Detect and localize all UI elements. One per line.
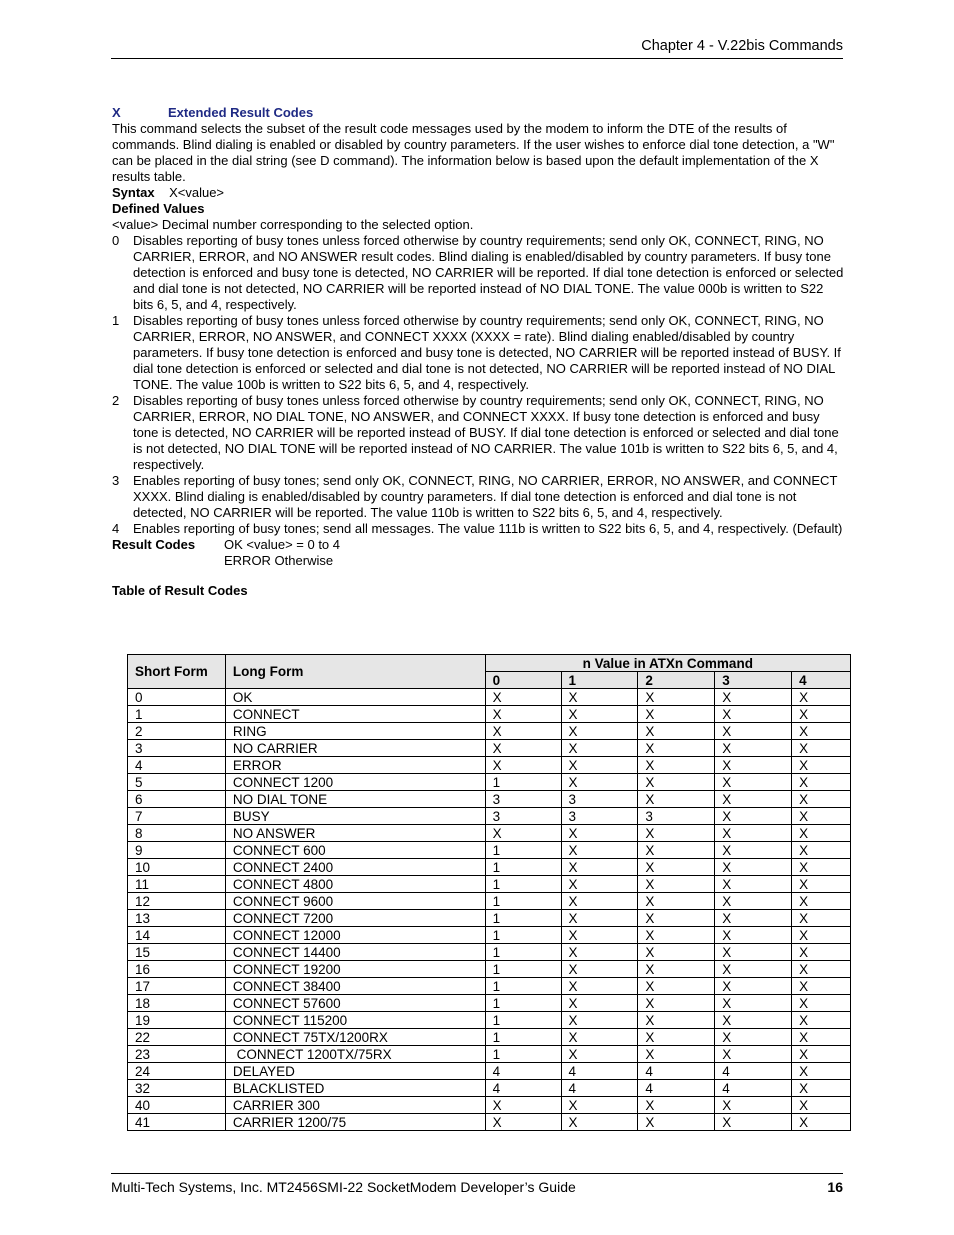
n-value-cell: X	[715, 944, 792, 961]
n-value-cell: X	[792, 995, 851, 1012]
short-form-cell: 4	[128, 757, 226, 774]
n-value-cell: X	[561, 1046, 638, 1063]
table-row	[128, 1063, 851, 1080]
table-row	[128, 706, 851, 723]
n-value-cell: X	[638, 774, 715, 791]
n-value-cell: X	[638, 1097, 715, 1114]
n-value-cell: X	[792, 1063, 851, 1080]
table-row	[128, 740, 851, 757]
n-value-cell: 3	[485, 791, 561, 808]
n-value-cell: 3	[561, 791, 638, 808]
n-value-cell: X	[561, 706, 638, 723]
n-value-cell: X	[715, 757, 792, 774]
option-number: 0	[112, 233, 120, 248]
n-value-cell: X	[561, 910, 638, 927]
option-item	[112, 393, 844, 473]
long-form-cell: CARRIER 300	[225, 1097, 485, 1114]
n-value-cell: 4	[561, 1080, 638, 1097]
short-form-cell: 3	[128, 740, 226, 757]
long-form-cell: CONNECT 1200TX/75RX	[225, 1046, 485, 1063]
n-value-cell: X	[485, 1097, 561, 1114]
n-value-cell: X	[715, 1029, 792, 1046]
n-value-cell: X	[638, 740, 715, 757]
n-value-cell: 4	[715, 1063, 792, 1080]
option-number: 1	[112, 313, 120, 328]
short-form-cell: 6	[128, 791, 226, 808]
n-value-cell: X	[638, 1114, 715, 1131]
n-value-cell: X	[561, 995, 638, 1012]
option-text: Enables reporting of busy tones; send only OK, CONNECT, RING, NO CARRIER, ERROR, NO ANSWER, and CONNECT XXXX. Blind dialing is enabled/disabled by country parameters. If dial tone detection is enforced and dial tone is not detected, NO CARRIER will be reported. The value 110b is written to S22 bits 6, 5, and 4, respectively.	[133, 473, 838, 520]
table-row	[128, 1097, 851, 1114]
table-row	[128, 825, 851, 842]
n-value-cell: X	[561, 723, 638, 740]
option-item	[112, 521, 844, 537]
column-group-header: n Value in ATXn Command	[485, 655, 850, 672]
n-value-cell: X	[792, 757, 851, 774]
n-value-cell: X	[792, 740, 851, 757]
table-title: Table of Result Codes	[112, 583, 248, 598]
n-value-cell: X	[792, 1029, 851, 1046]
table-row	[128, 876, 851, 893]
n-value-cell: X	[485, 825, 561, 842]
table-row	[128, 808, 851, 825]
table-row	[128, 1114, 851, 1131]
short-form-cell: 7	[128, 808, 226, 825]
n-value-cell: X	[561, 1012, 638, 1029]
long-form-cell: ERROR	[225, 757, 485, 774]
n-value-cell: 1	[485, 774, 561, 791]
table-row	[128, 859, 851, 876]
table-row	[128, 723, 851, 740]
table-row	[128, 1046, 851, 1063]
n-value-cell: X	[561, 757, 638, 774]
n-value-cell: 1	[485, 910, 561, 927]
short-form-cell: 1	[128, 706, 226, 723]
option-text: Enables reporting of busy tones; send all messages. The value 111b is written to S22 bits 6, 5, and 4, respectively. (Default)	[133, 521, 843, 536]
long-form-cell: OK	[225, 689, 485, 706]
n-value-cell: X	[638, 689, 715, 706]
n-value-cell: 3	[561, 808, 638, 825]
long-form-cell: CONNECT 12000	[225, 927, 485, 944]
short-form-cell: 0	[128, 689, 226, 706]
table-row	[128, 757, 851, 774]
n-value-cell: X	[715, 927, 792, 944]
defined-values-label: Defined Values	[112, 201, 205, 216]
n-value-cell: 1	[485, 1012, 561, 1029]
n-value-cell: 1	[485, 876, 561, 893]
option-text: Disables reporting of busy tones unless forced otherwise by country requirements; send only OK, CONNECT, RING, NO CARRIER, ERROR, NO ANSWER, and CONNECT XXXX (XXXX = rate). Blind dialing enabled/disabled by country parameters. If busy tone detection is enforced and busy tone is detected, NO CARRIER will be reported instead of BUSY. If dial tone detection is enforced or selected and dial tone is not detected, NO CARRIER will be reported instead of NO DIAL TONE. The value 100b is written to S22 bits 6, 5, and 4, respectively.	[133, 313, 841, 392]
n-value-cell: X	[792, 944, 851, 961]
n-value-cell: X	[715, 740, 792, 757]
result-ok: OK <value> = 0 to 4	[224, 537, 340, 552]
n-value-cell: 3	[485, 808, 561, 825]
short-form-cell: 17	[128, 978, 226, 995]
n-value-cell: X	[792, 1046, 851, 1063]
long-form-cell: CONNECT 57600	[225, 995, 485, 1012]
short-form-cell: 40	[128, 1097, 226, 1114]
short-form-cell: 19	[128, 1012, 226, 1029]
result-codes-table	[127, 654, 851, 1131]
long-form-cell: CONNECT 4800	[225, 876, 485, 893]
n-value-cell: X	[792, 910, 851, 927]
n-value-cell: X	[715, 893, 792, 910]
option-item	[112, 233, 844, 313]
table-row	[128, 910, 851, 927]
n-value-cell: X	[715, 1012, 792, 1029]
short-form-cell: 22	[128, 1029, 226, 1046]
n-value-cell: X	[792, 1080, 851, 1097]
long-form-cell: CONNECT	[225, 706, 485, 723]
n-value-cell: X	[561, 876, 638, 893]
short-form-cell: 24	[128, 1063, 226, 1080]
n-value-cell: X	[715, 910, 792, 927]
n-value-cell: X	[485, 723, 561, 740]
n-value-cell: X	[792, 927, 851, 944]
n-value-cell: 1	[485, 1029, 561, 1046]
column-header-short-form: Short Form	[128, 655, 226, 689]
n-value-cell: X	[638, 1046, 715, 1063]
result-codes-block-2	[112, 553, 844, 569]
table-row	[128, 689, 851, 706]
syntax-line	[112, 185, 844, 201]
n-value-cell: X	[792, 893, 851, 910]
short-form-cell: 41	[128, 1114, 226, 1131]
option-item	[112, 473, 844, 521]
result-codes-block	[112, 537, 844, 553]
n-value-cell: X	[715, 859, 792, 876]
n-value-cell: 3	[638, 808, 715, 825]
long-form-cell: RING	[225, 723, 485, 740]
n-value-cell: X	[561, 842, 638, 859]
short-form-cell: 13	[128, 910, 226, 927]
n-value-cell: X	[792, 808, 851, 825]
n-value-cell: X	[638, 757, 715, 774]
page-number: 16	[827, 1179, 843, 1195]
n-value-cell: X	[792, 774, 851, 791]
n-value-cell: 4	[638, 1063, 715, 1080]
long-form-cell: NO DIAL TONE	[225, 791, 485, 808]
n-value-cell: X	[792, 842, 851, 859]
table-row	[128, 1080, 851, 1097]
table-row	[128, 995, 851, 1012]
short-form-cell: 8	[128, 825, 226, 842]
n-value-cell: 4	[485, 1063, 561, 1080]
n-value-cell: X	[792, 978, 851, 995]
long-form-cell: DELAYED	[225, 1063, 485, 1080]
page-header	[111, 38, 843, 59]
short-form-cell: 5	[128, 774, 226, 791]
table-row	[128, 1029, 851, 1046]
n-value-cell: 1	[485, 961, 561, 978]
n-value-cell: X	[561, 1097, 638, 1114]
long-form-cell: CONNECT 115200	[225, 1012, 485, 1029]
table-row	[128, 791, 851, 808]
short-form-cell: 16	[128, 961, 226, 978]
n-value-cell: 4	[485, 1080, 561, 1097]
long-form-cell: BUSY	[225, 808, 485, 825]
table-row	[128, 927, 851, 944]
n-value-cell: X	[715, 791, 792, 808]
n-value-cell: X	[792, 1114, 851, 1131]
n-value-cell: 1	[485, 1046, 561, 1063]
table-row	[128, 842, 851, 859]
n-value-cell: X	[561, 859, 638, 876]
n-value-cell: X	[792, 791, 851, 808]
n-value-cell: X	[792, 723, 851, 740]
short-form-cell: 14	[128, 927, 226, 944]
n-value-cell: X	[561, 1114, 638, 1131]
n-value-cell: X	[485, 1114, 561, 1131]
n-value-cell: X	[715, 774, 792, 791]
n-value-cell: X	[638, 961, 715, 978]
long-form-cell: CARRIER 1200/75	[225, 1114, 485, 1131]
n-value-cell: 1	[485, 927, 561, 944]
n-value-cell: 4	[561, 1063, 638, 1080]
n-value-cell: 1	[485, 893, 561, 910]
column-header-n: 2	[638, 672, 715, 689]
long-form-cell: CONNECT 1200	[225, 774, 485, 791]
long-form-cell: CONNECT 14400	[225, 944, 485, 961]
n-value-cell: X	[638, 859, 715, 876]
syntax-value: X<value>	[169, 185, 225, 200]
n-value-cell: X	[715, 842, 792, 859]
n-value-cell: X	[715, 825, 792, 842]
column-header-n: 0	[485, 672, 561, 689]
n-value-cell: X	[561, 978, 638, 995]
n-value-cell: 4	[638, 1080, 715, 1097]
n-value-cell: X	[715, 808, 792, 825]
long-form-cell: CONNECT 2400	[225, 859, 485, 876]
n-value-cell: X	[561, 944, 638, 961]
long-form-cell: CONNECT 7200	[225, 910, 485, 927]
n-value-cell: X	[561, 961, 638, 978]
n-value-cell: X	[561, 1029, 638, 1046]
long-form-cell: NO ANSWER	[225, 825, 485, 842]
n-value-cell: X	[792, 825, 851, 842]
n-value-cell: 1	[485, 978, 561, 995]
n-value-cell: X	[715, 1097, 792, 1114]
n-value-cell: X	[638, 842, 715, 859]
n-value-cell: X	[561, 689, 638, 706]
short-form-cell: 23	[128, 1046, 226, 1063]
n-value-cell: X	[485, 689, 561, 706]
n-value-cell: X	[715, 1114, 792, 1131]
n-value-cell: X	[638, 995, 715, 1012]
column-header-n: 3	[715, 672, 792, 689]
page-footer	[111, 1173, 843, 1195]
n-value-cell: X	[638, 706, 715, 723]
section-title: Extended Result Codes	[168, 105, 314, 120]
long-form-cell: CONNECT 19200	[225, 961, 485, 978]
option-text: Disables reporting of busy tones unless forced otherwise by country requirements; send only OK, CONNECT, RING, NO CARRIER, ERROR, NO DIAL TONE, NO ANSWER, and CONNECT XXXX. If busy tone detection is enforced and busy tone is detected, NO CARRIER will be reported instead of BUSY. If dial tone detection is enforced or selected and dial tone is not detected, NO DIAL TONE will be reported instead of NO CARRIER. The value 101b is written to S22 bits 6, 5, and 4, respectively.	[133, 393, 839, 472]
option-number: 2	[112, 393, 120, 408]
n-value-cell: X	[638, 791, 715, 808]
n-value-cell: X	[561, 927, 638, 944]
n-value-cell: X	[485, 740, 561, 757]
column-header-long-form: Long Form	[225, 655, 485, 689]
n-value-cell: X	[715, 995, 792, 1012]
n-value-cell: 1	[485, 995, 561, 1012]
n-value-cell: X	[792, 706, 851, 723]
n-value-cell: X	[792, 876, 851, 893]
section-intro: This command selects the subset of the result code messages used by the modem to inform the DTE of the results of commands. Blind dialing is enabled or disabled by country parameters. If the user wishes to enforce dial tone detection, a "W" can be placed in the dial string (see D command). The information below is based upon the default implementation of the X results table.	[112, 121, 835, 184]
long-form-cell: CONNECT 600	[225, 842, 485, 859]
result-error: ERROR Otherwise	[224, 553, 334, 568]
n-value-cell: X	[561, 740, 638, 757]
n-value-cell: X	[792, 961, 851, 978]
n-value-cell: X	[638, 978, 715, 995]
n-value-cell: X	[638, 723, 715, 740]
option-item	[112, 313, 844, 393]
section-heading	[112, 105, 844, 121]
n-value-cell: X	[561, 893, 638, 910]
n-value-cell: X	[715, 1046, 792, 1063]
table-row	[128, 978, 851, 995]
n-value-cell: 1	[485, 944, 561, 961]
short-form-cell: 18	[128, 995, 226, 1012]
n-value-cell: X	[792, 1012, 851, 1029]
n-value-cell: X	[561, 825, 638, 842]
option-number: 4	[112, 521, 120, 536]
table-row	[128, 1012, 851, 1029]
n-value-cell: X	[561, 774, 638, 791]
n-value-cell: X	[715, 723, 792, 740]
n-value-cell: X	[792, 1097, 851, 1114]
n-value-cell: X	[638, 825, 715, 842]
short-form-cell: 9	[128, 842, 226, 859]
short-form-cell: 11	[128, 876, 226, 893]
section-command-letter: X	[112, 105, 121, 120]
n-value-cell: X	[638, 1012, 715, 1029]
n-value-cell: 1	[485, 859, 561, 876]
n-value-cell: X	[715, 978, 792, 995]
table-row	[128, 944, 851, 961]
n-value-cell: X	[485, 757, 561, 774]
syntax-label: Syntax	[112, 185, 155, 200]
table-row	[128, 893, 851, 910]
n-value-cell: X	[715, 689, 792, 706]
short-form-cell: 15	[128, 944, 226, 961]
n-value-cell: X	[485, 706, 561, 723]
n-value-cell: X	[715, 961, 792, 978]
short-form-cell: 10	[128, 859, 226, 876]
n-value-cell: X	[715, 706, 792, 723]
long-form-cell: CONNECT 75TX/1200RX	[225, 1029, 485, 1046]
table-body	[128, 689, 851, 1131]
option-number: 3	[112, 473, 120, 488]
long-form-cell: CONNECT 9600	[225, 893, 485, 910]
long-form-cell: BLACKLISTED	[225, 1080, 485, 1097]
main-content	[112, 105, 844, 599]
table-row	[128, 961, 851, 978]
column-header-n: 4	[792, 672, 851, 689]
table-row	[128, 774, 851, 791]
n-value-cell: X	[638, 910, 715, 927]
table-header-row	[128, 655, 851, 672]
n-value-cell: X	[638, 1029, 715, 1046]
chapter-title: Chapter 4 - V.22bis Commands	[641, 38, 843, 54]
footer-document-title: Multi-Tech Systems, Inc. MT2456SMI-22 SocketModem Developer’s Guide	[111, 1179, 576, 1195]
n-value-cell: X	[638, 893, 715, 910]
n-value-cell: X	[638, 944, 715, 961]
n-value-cell: 4	[715, 1080, 792, 1097]
long-form-cell: CONNECT 38400	[225, 978, 485, 995]
n-value-cell: X	[792, 859, 851, 876]
option-text: Disables reporting of busy tones unless forced otherwise by country requirements; send only OK, CONNECT, RING, NO CARRIER, ERROR, and NO ANSWER result codes. Blind dialing is enabled/disabled by country parameters. If busy tone detection is enforced and busy tone is detected, NO CARRIER will be reported. If dial tone detection is enforced or selected and dial tone is not detected, NO CARRIER will be reported instead of NO DIAL TONE. The value 000b is written to S22 bits 6, 5, and 4, respectively.	[133, 233, 844, 312]
column-header-n: 1	[561, 672, 638, 689]
n-value-cell: X	[638, 876, 715, 893]
value-description: <value> Decimal number corresponding to the selected option.	[112, 217, 474, 232]
long-form-cell: NO CARRIER	[225, 740, 485, 757]
result-codes-label: Result Codes	[112, 537, 196, 552]
n-value-cell: 1	[485, 842, 561, 859]
n-value-cell: X	[792, 689, 851, 706]
short-form-cell: 12	[128, 893, 226, 910]
n-value-cell: X	[715, 876, 792, 893]
short-form-cell: 2	[128, 723, 226, 740]
short-form-cell: 32	[128, 1080, 226, 1097]
n-value-cell: X	[638, 927, 715, 944]
